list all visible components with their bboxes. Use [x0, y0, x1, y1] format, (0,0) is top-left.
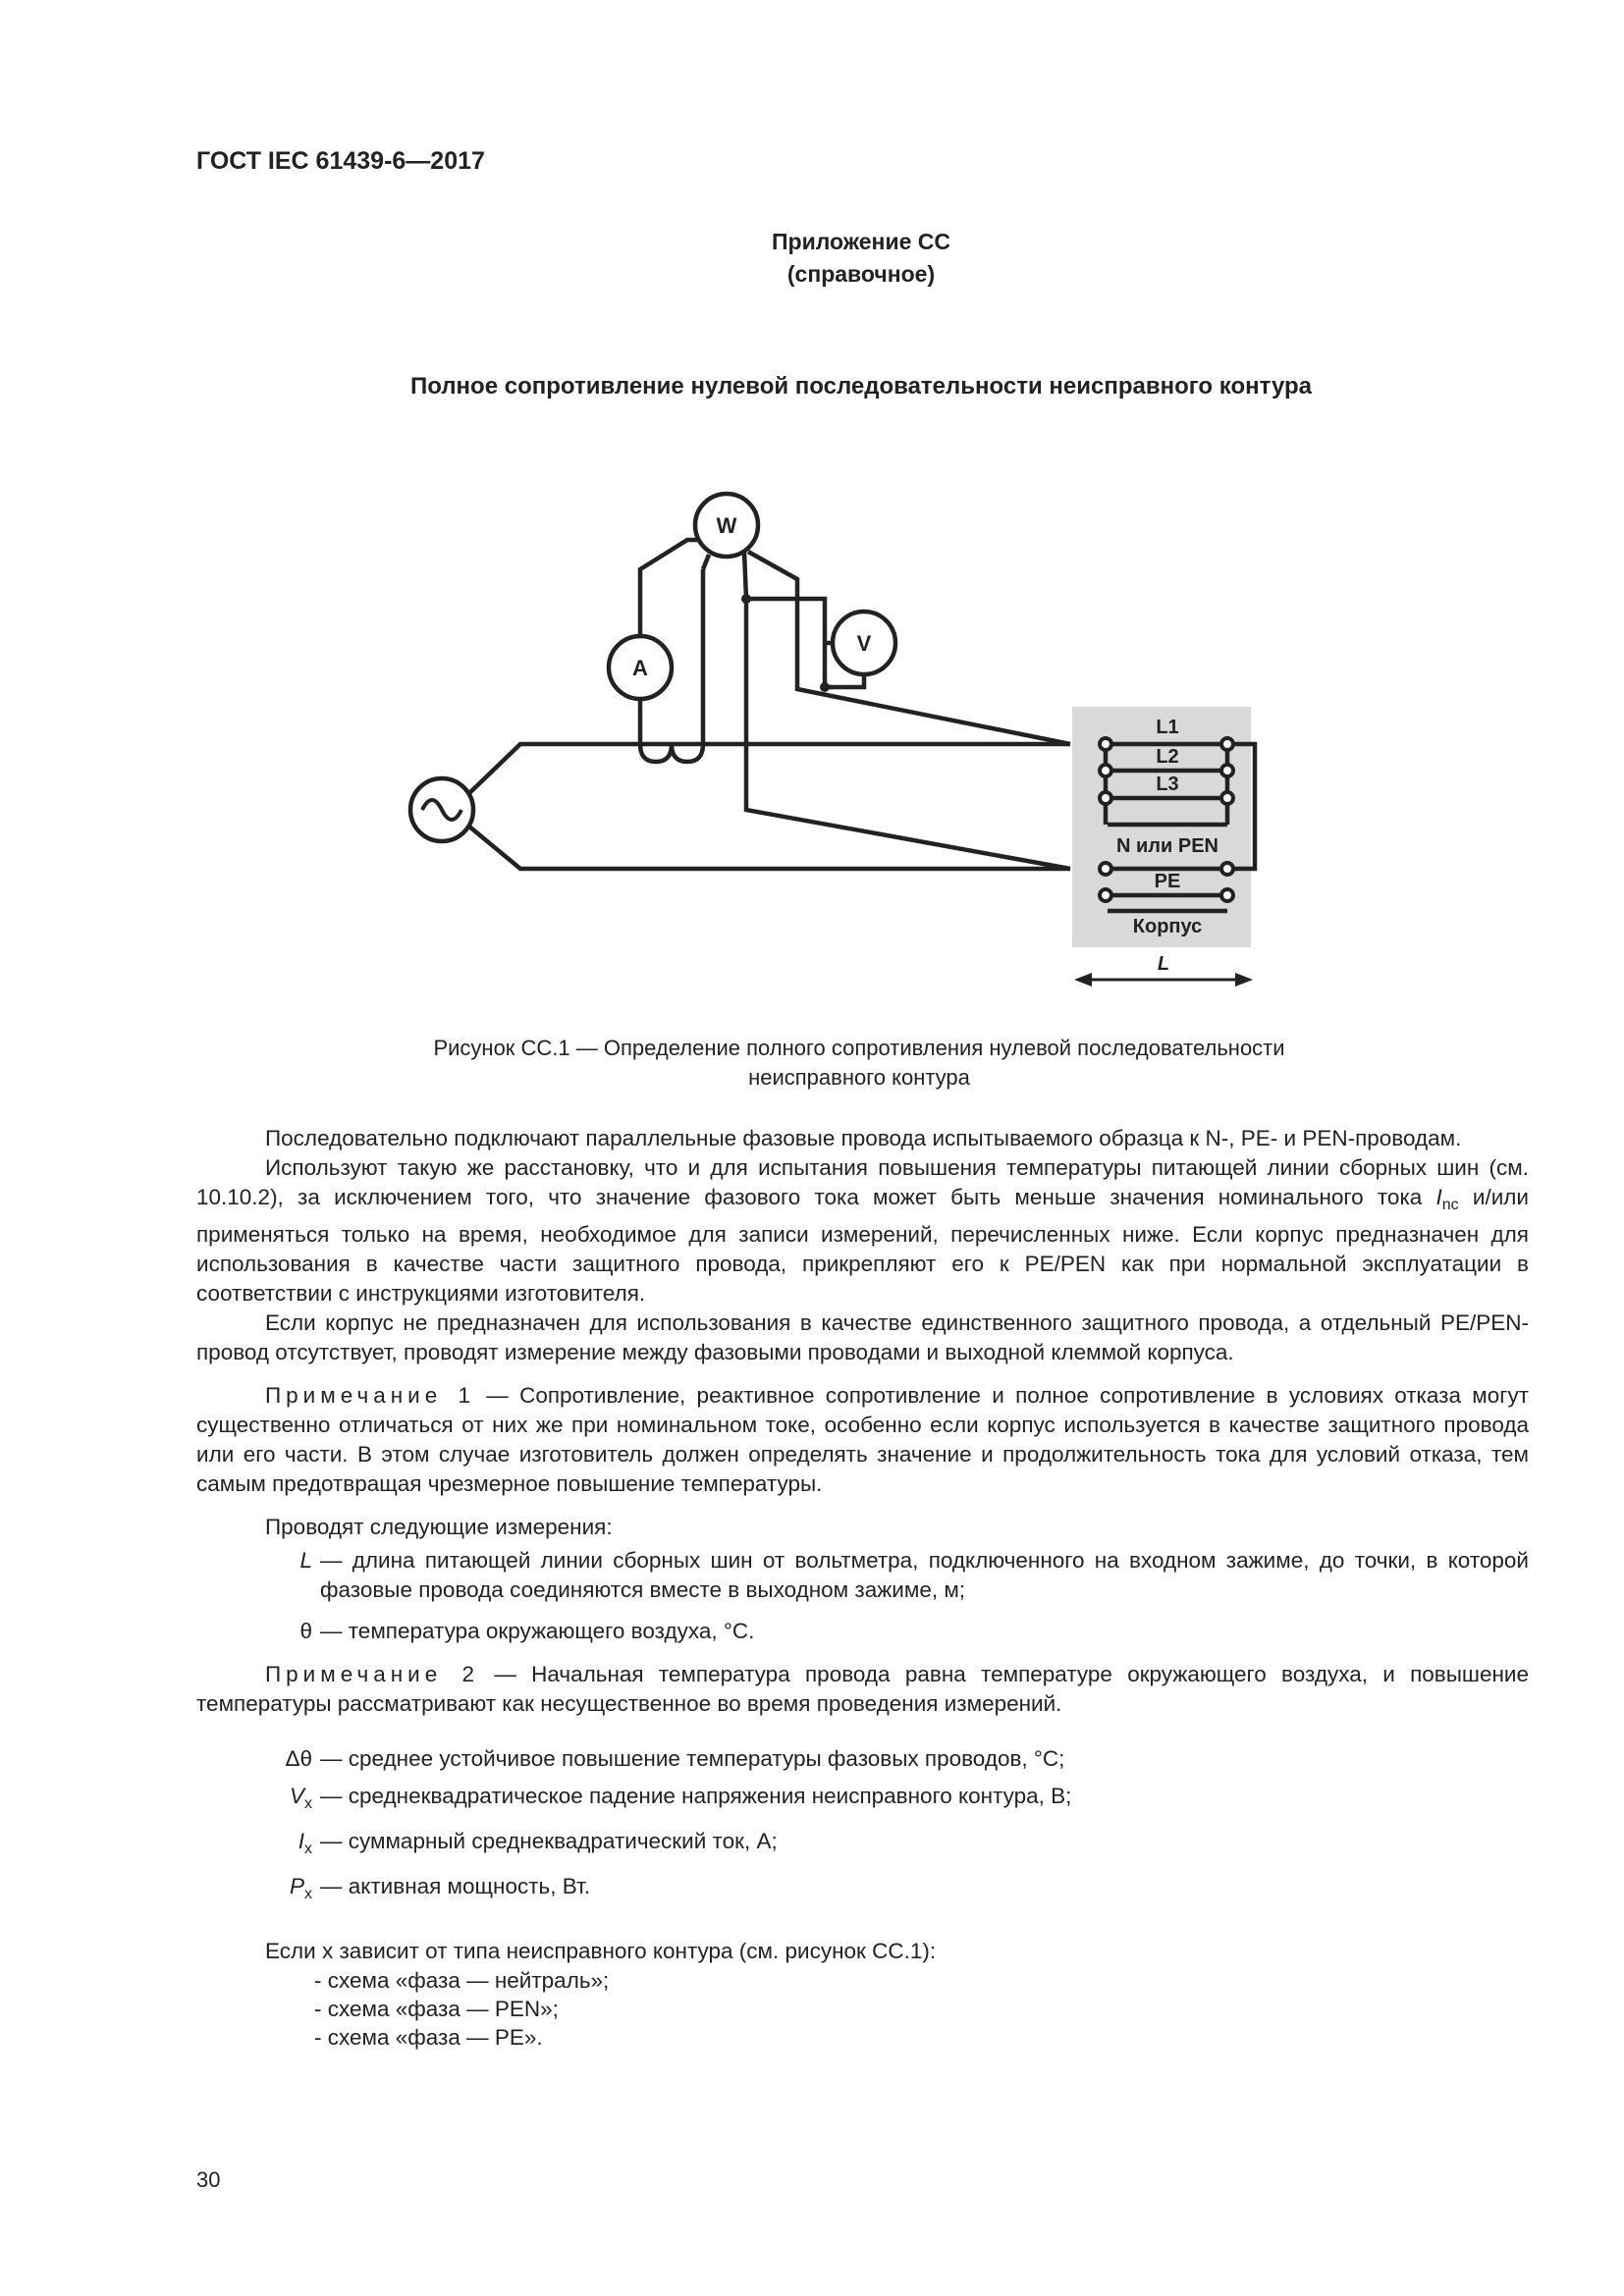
- note-1: [196, 1381, 1529, 1499]
- ct-loop-left: [640, 699, 672, 762]
- page-number: 30: [196, 2167, 221, 2192]
- scheme-list: [314, 1966, 1529, 2052]
- figure-caption-line2: неисправного контура: [748, 1065, 970, 1090]
- wm-lead-a: [703, 555, 709, 569]
- definition-item: L — длина питающей линии сборных шин от вольтметра, подключенного на входном зажиме, до точки, в которой фазовые провода соединяются вместе в выходном зажиме, м;: [299, 1548, 1529, 1602]
- conductor-label-n: N или PEN: [1116, 835, 1218, 857]
- definition-item: $V_x$ — среднеквадратическое падение напряжения неисправного контура, В;: [289, 1784, 1072, 1812]
- conductor-label-enclosure: Корпус: [1132, 916, 1203, 937]
- definition-item: $P_x$ — активная мощность, Вт.: [289, 1874, 591, 1902]
- note-1-label: Примечание 1: [265, 1383, 476, 1408]
- page-title: Полное сопротивление нулевой последовательности неисправного контура: [410, 373, 1312, 400]
- wattmeter-label: W: [716, 513, 737, 538]
- list-item: - схема «фаза — PE».: [314, 2025, 543, 2050]
- standard-code: ГОСТ IEC 61439-6—2017: [196, 147, 485, 175]
- conductor-label-l1: L1: [1156, 717, 1179, 738]
- annex-heading: [49, 226, 1624, 291]
- conductor-label-pe: PE: [1154, 871, 1181, 892]
- conductor-label-l3: L3: [1156, 774, 1179, 795]
- current-symbol: I: [1435, 1185, 1442, 1209]
- measurements-intro: Проводят следующие измерения:: [265, 1515, 613, 1539]
- voltmeter-label: V: [856, 631, 872, 656]
- length-arrow: [1074, 973, 1253, 987]
- vm-lead-top: [746, 599, 833, 687]
- paragraph-3: Если корпус не предназначен для использования в качестве единственного защитного провода, а отдельный PE/PEN-провод отсутствует, проводят измерение между фазовыми проводами и выходной клеммой корпуса.: [196, 1310, 1529, 1364]
- x-intro: Если x зависит от типа неисправного контура (см. рисунок CC.1):: [265, 1939, 937, 1963]
- wm-voltage-phase: [748, 552, 1070, 744]
- note-2-text: — Начальная температура провода равна температуре окружающего воздуха, и повышение температуры рассматривают как несущественное во время проведения измерений.: [196, 1662, 1529, 1716]
- definitions-list-2: [196, 1744, 1529, 1909]
- ct-loop-right: [672, 569, 703, 762]
- ammeter-label: A: [632, 656, 648, 680]
- annex-title: Приложение СС: [771, 229, 950, 254]
- conductor-label-l2: L2: [1156, 746, 1179, 768]
- length-label: L: [1157, 953, 1170, 975]
- vm-lead-bottom: [825, 674, 864, 687]
- paragraph-1: Последовательно подключают параллельные фазовые провода испытываемого образца к N-, PE- и PEN-проводам.: [265, 1126, 1462, 1150]
- definition-item: Δθ — среднее устойчивое повышение температуры фазовых проводов, °C;: [285, 1746, 1065, 1771]
- phase-line: [469, 744, 1070, 793]
- paragraph-2: Используют такую же расстановку, что и для испытания повышения температуры питающей линии сборных шин (см. 10.10.2), за исключением того, что значение фазового тока может быть меньше значения номинального тока $I_{nc}$ и/или применяться только на время, необходимое для записи измерений, перечисленных ниже. Если корпус предназначен для использования в качестве части защитного провода, прикрепляют его к PE/PEN как при нормальной эксплуатации в соответствии с инструкциями изготовителя.: [196, 1155, 1529, 1306]
- ammeter-lead: [640, 540, 709, 636]
- current-subscript: nc: [1441, 1197, 1459, 1213]
- definition-item: $I_x$ — суммарный среднеквадратический ток, А;: [298, 1829, 778, 1857]
- body-text: [196, 1124, 1529, 2052]
- note-1-text: — Сопротивление, реактивное сопротивление и полное сопротивление в условиях отказа могут существенно отличаться от них же при номинальном токе, особенно если корпус используется в качестве защитного провода или его части. В этом случае изготовитель должен определять значение и продолжительность тока для условий отказа, тем самым предотвращая чрезмерное повышение температуры.: [196, 1383, 1529, 1496]
- definition-item: θ — температура окружающего воздуха, °C.: [299, 1619, 755, 1643]
- note-2-label: Примечание 2: [265, 1662, 480, 1686]
- definitions-list-1: [196, 1546, 1529, 1646]
- figure-caption: [295, 1034, 1424, 1093]
- figure-caption-line1: Рисунок CC.1 — Определение полного сопротивления нулевой последовательности: [433, 1036, 1285, 1060]
- annex-type: (справочное): [786, 261, 936, 287]
- list-item: - схема «фаза — PEN»;: [314, 1997, 559, 2021]
- neutral-line: [469, 827, 1070, 869]
- circuit-diagram: [393, 481, 1326, 1001]
- list-item: - схема «фаза — нейтраль»;: [314, 1968, 610, 1993]
- note-2: [196, 1660, 1529, 1719]
